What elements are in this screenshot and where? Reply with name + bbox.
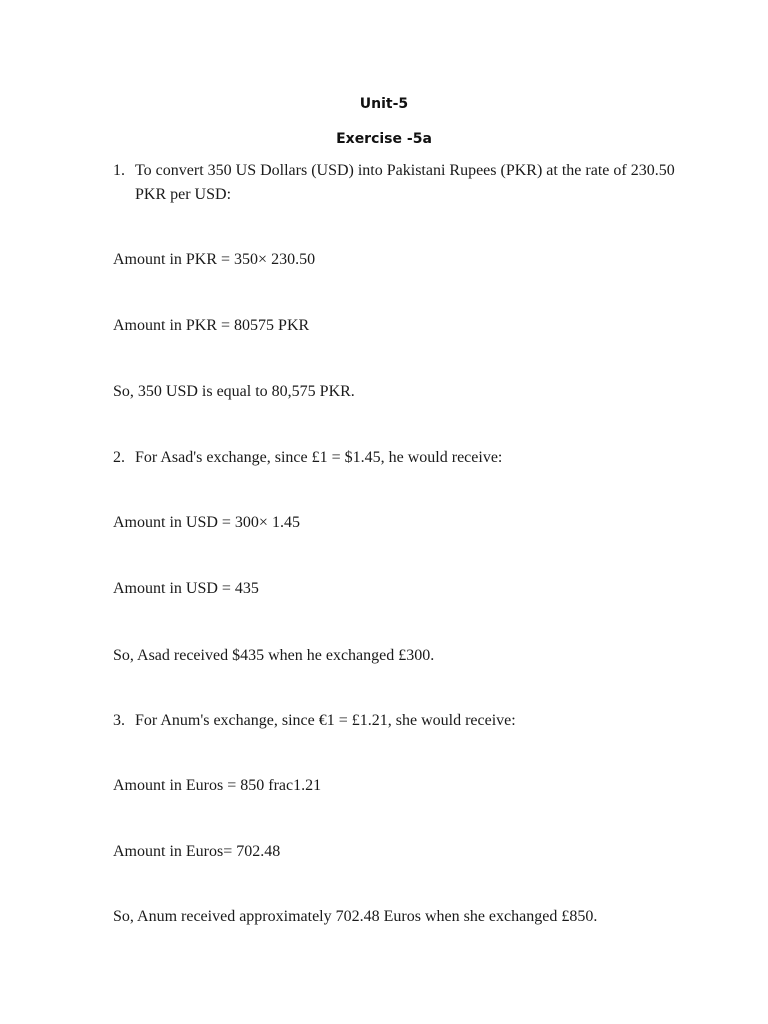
question-3-text: For Anum's exchange, since €1 = £1.21, she would receive: [135, 712, 516, 729]
question-1 [113, 159, 693, 207]
question-1-conclusion: So, 350 USD is equal to 80,575 PKR. [113, 383, 355, 400]
question-3 [113, 709, 693, 733]
unit-title: Unit-5 [359, 96, 409, 112]
question-1-number: 1. [113, 162, 125, 179]
question-3-number: 3. [113, 712, 125, 729]
exercise-title: Exercise -5a [336, 131, 432, 147]
question-1-step-1: Amount in PKR = 350× 230.50 [113, 251, 316, 268]
question-1-text: To convert 350 US Dollars (USD) into Pakistani Rupees (PKR) at the rate of 230.50 PKR per USD: [135, 162, 675, 203]
question-2 [113, 446, 693, 470]
question-3-conclusion: So, Anum received approximately 702.48 Euros when she exchanged £850. [113, 908, 598, 925]
question-2-step-1: Amount in USD = 300× 1.45 [113, 514, 300, 531]
question-2-number: 2. [113, 449, 125, 466]
question-3-step-1: Amount in Euros = 850 frac1.21 [113, 777, 322, 794]
question-3-step-2: Amount in Euros= 702.48 [113, 843, 281, 860]
question-2-text: For Asad's exchange, since £1 = $1.45, he would receive: [135, 449, 503, 466]
question-2-step-2: Amount in USD = 435 [113, 580, 259, 597]
question-1-step-2: Amount in PKR = 80575 PKR [113, 317, 310, 334]
question-2-conclusion: So, Asad received $435 when he exchanged £300. [113, 647, 435, 664]
